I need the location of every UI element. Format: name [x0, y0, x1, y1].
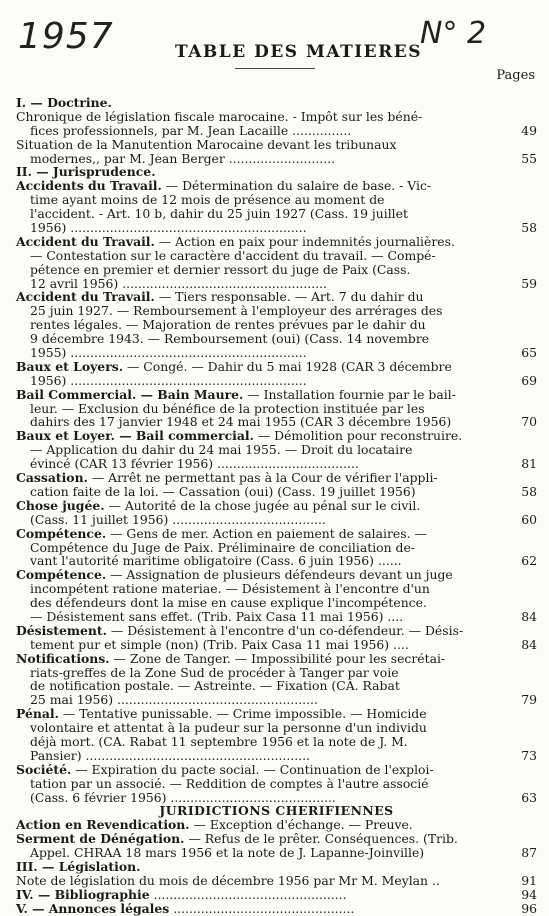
toc-heading: Compétence.	[16, 567, 107, 583]
toc-text: 1955) ............................................................	[30, 345, 307, 361]
toc-text: 12 avril 1956) ....................................................	[30, 275, 327, 291]
toc-text: cation faite de la loi. — Cassation (oui) (Cass. 19 juillet 1956)	[30, 483, 416, 499]
toc-heading: Désistement.	[16, 622, 107, 638]
toc-line	[16, 332, 537, 346]
toc-text: — Gens de mer. Action en paiement de salaires. —	[106, 525, 427, 541]
toc-text: — Assignation de plusieurs défendeurs devant un juge	[106, 567, 453, 583]
page-number: 96	[521, 900, 537, 916]
toc-line	[16, 415, 537, 429]
toc-text: — Expiration du pacte social. — Continuation de l'exploi-	[71, 761, 434, 777]
toc-text: de notification postale. — Astreinte. — Fixation (CA. Rabat	[30, 678, 400, 694]
toc-text: — Refus de le prêter. Conséquences. (Trib.	[184, 831, 458, 847]
toc-line	[16, 193, 537, 207]
toc-text: — Exception d'échange. — Preuve.	[189, 817, 413, 833]
toc-line	[16, 485, 537, 499]
toc-line	[16, 443, 537, 457]
toc-text: volontaire et attentat à la pudeur sur la personne d'un individu	[30, 720, 427, 736]
toc-text: — Désistement sans effet. (Trib. Paix Casa 11 mai 1956) ....	[30, 608, 404, 624]
toc-line	[16, 221, 537, 235]
toc-line	[16, 471, 537, 485]
toc-text: vant l'autorité maritime obligatoire (Cass. 6 juin 1956) ......	[30, 553, 402, 569]
toc-line	[16, 874, 537, 888]
toc-text: tation par un associé. — Reddition de comptes à l'autre associé	[30, 775, 429, 791]
toc-text: leur. — Exclusion du bénéfice de la protection instituée par les	[30, 400, 425, 416]
page-number: 87	[521, 845, 537, 861]
toc-line	[16, 360, 537, 374]
toc-line	[16, 846, 537, 860]
toc-text: — Désistement à l'encontre d'un co-défendeur. — Désis-	[106, 622, 464, 638]
toc-text: déjà mort. (CA. Rabat 11 septembre 1956 et la note de J. M.	[30, 733, 408, 749]
toc-heading: Société.	[16, 761, 72, 777]
page-number: 62	[521, 553, 537, 569]
toc-text: fices professionnels, par M. Jean Lacaille ...............	[30, 122, 352, 138]
toc-heading: Notifications.	[16, 650, 110, 666]
toc-text: incompétent ratione materiae. — Désistement à l'encontre d'un	[30, 581, 430, 597]
toc-line	[16, 318, 537, 332]
toc-text: — Autorité de la chose jugée au pénal sur le civil.	[104, 497, 421, 513]
toc-text: Pansier) .........................................................	[30, 747, 310, 763]
toc-line	[16, 596, 537, 610]
toc-line	[16, 735, 537, 749]
toc-text: pétence en premier et dernier ressort du juge de Paix (Cass.	[30, 261, 411, 277]
toc-text: Note de législation du mois de décembre 1956 par Mr M. Meylan ..	[16, 872, 440, 888]
toc-line	[16, 304, 537, 318]
page-number: 91	[521, 872, 537, 888]
toc-text: — Démolition pour reconstruire.	[253, 428, 463, 444]
toc-text: riats-greffes de la Zone Sud de procéder à Tanger par voie	[30, 664, 399, 680]
page-number: 94	[521, 886, 537, 902]
toc-heading: V. — Annonces légales	[16, 900, 170, 916]
toc-line	[16, 763, 537, 777]
toc-line	[16, 804, 537, 818]
toc-heading: Compétence.	[16, 525, 107, 541]
page-number: 55	[521, 150, 537, 166]
page-number: 73	[521, 747, 537, 763]
toc-heading: Baux et Loyers.	[16, 358, 124, 374]
toc-line	[16, 693, 537, 707]
toc-line	[16, 124, 537, 138]
toc-text: — Tiers responsable. — Art. 7 du dahir du	[154, 289, 424, 305]
toc-text: — Installation fournie par le bail-	[243, 386, 456, 402]
pages-column-label: Pages	[496, 68, 535, 83]
page-number: 84	[521, 636, 537, 652]
page-number: 70	[521, 414, 537, 430]
toc-text: rentes légales. — Majoration de rentes prévues par le dahir du	[30, 317, 426, 333]
toc-line	[16, 902, 537, 916]
toc-line	[16, 96, 537, 110]
toc-line	[16, 138, 537, 152]
toc-heading: II. — Jurisprudence.	[16, 164, 156, 180]
toc-text: — Application du dahir du 24 mai 1955. — Droit du locataire	[30, 442, 413, 458]
page-number: 81	[521, 456, 537, 472]
page-number: 58	[521, 483, 537, 499]
toc-line	[16, 791, 537, 805]
toc-text: — Arrêt ne permettant pas à la Cour de vérifier l'appli-	[87, 470, 438, 486]
toc-line	[16, 721, 537, 735]
toc-line	[16, 179, 537, 193]
toc-line	[16, 513, 537, 527]
toc-line	[16, 235, 537, 249]
toc-heading: Serment de Dénégation.	[16, 831, 185, 847]
title-underline	[235, 68, 315, 69]
toc-line	[16, 388, 537, 402]
toc-heading: I. — Doctrine.	[16, 95, 112, 110]
toc-text: JURIDICTIONS CHERIFIENNES	[159, 803, 394, 819]
page-number: 69	[521, 372, 537, 388]
toc-text: 1956) ............................................................	[30, 372, 307, 388]
toc-line	[16, 165, 537, 179]
toc-line	[16, 582, 537, 596]
toc-text: des défendeurs dont la mise en cause explique l'incompétence.	[30, 595, 427, 611]
toc-heading: Accident du Travail.	[16, 233, 155, 249]
toc-line	[16, 541, 537, 555]
toc-line	[16, 554, 537, 568]
toc-text: — Tentative punissable. — Crime impossible. — Homicide	[58, 706, 427, 722]
toc-line	[16, 666, 537, 680]
toc-text: 1956) ............................................................	[30, 220, 307, 236]
toc-text: tement pur et simple (non) (Trib. Paix Casa 11 mai 1956) ....	[30, 636, 409, 652]
toc-line	[16, 749, 537, 763]
toc-line	[16, 652, 537, 666]
toc-text: time ayant moins de 12 mois de présence au moment de	[30, 192, 385, 208]
toc-heading: Cassation.	[16, 470, 88, 486]
toc-line	[16, 527, 537, 541]
toc-heading: Pénal.	[16, 706, 59, 722]
toc-line	[16, 624, 537, 638]
toc-text: évincé (CAR 13 février 1956) ....................................	[30, 456, 359, 472]
toc-line	[16, 374, 537, 388]
toc-text: — Zone de Tanger. — Impossibilité pour les secrétai-	[109, 650, 446, 666]
toc-text: 9 décembre 1943. — Remboursement (oui) (Cass. 14 novembre	[30, 331, 430, 347]
toc-text: 25 juin 1927. — Remboursement à l'employeur des arrérages des	[30, 303, 443, 319]
table-of-contents	[16, 96, 537, 916]
toc-text: — Congé. — Dahir du 5 mai 1928 (CAR 3 décembre	[123, 358, 452, 374]
toc-line	[16, 249, 537, 263]
handwritten-year: 1957	[18, 16, 114, 57]
toc-line	[16, 152, 537, 166]
toc-heading: Action en Revendication.	[16, 817, 190, 833]
toc-text: 25 mai 1956) ...................................................	[30, 692, 318, 708]
toc-text: Situation de la Manutention Marocaine devant les tribunaux	[16, 136, 397, 152]
toc-text: — Détermination du salaire de base. - Vic-	[161, 178, 432, 194]
toc-line	[16, 290, 537, 304]
toc-text: (Cass. 6 février 1956) ..........................................	[30, 789, 336, 805]
toc-text: l'accident. - Art. 10 b, dahir du 25 juin 1927 (Cass. 19 juillet	[30, 206, 408, 222]
toc-text: .................................................	[149, 886, 347, 902]
page-number: 84	[521, 608, 537, 624]
toc-text: — Action en paix pour indemnités journalières.	[154, 233, 455, 249]
toc-text: dahirs des 17 janvier 1948 et 24 mai 1955 (CAR 3 décembre 1956)	[30, 414, 452, 430]
toc-line	[16, 818, 537, 832]
toc-line	[16, 568, 537, 582]
toc-line	[16, 679, 537, 693]
toc-text: Appel. CHRAA 18 mars 1956 et la note de J. Lapanne-Joinville)	[30, 845, 425, 861]
toc-line	[16, 499, 537, 513]
page-title: TABLE DES MATIERES	[175, 42, 423, 62]
toc-heading: III. — Législation.	[16, 858, 141, 874]
toc-text: Chronique de législation fiscale marocaine. - Impôt sur les béné-	[16, 108, 423, 124]
toc-line	[16, 638, 537, 652]
toc-line	[16, 860, 537, 874]
page-number: 63	[521, 789, 537, 805]
page-number: 49	[521, 122, 537, 138]
toc-text: modernes,, par M. Jean Berger ...........................	[30, 150, 336, 166]
page-number: 79	[521, 692, 537, 708]
page-number: 58	[521, 220, 537, 236]
toc-text: ..............................................	[169, 900, 355, 916]
page-number: 59	[521, 275, 537, 291]
toc-heading: Bail Commercial. — Bain Maure.	[16, 386, 244, 402]
page-number: 65	[521, 345, 537, 361]
toc-text: — Contestation sur le caractère d'accident du travail. — Compé-	[30, 247, 436, 263]
handwritten-number: N° 2	[420, 16, 487, 51]
toc-line	[16, 707, 537, 721]
toc-heading: IV. — Bibliographie	[16, 886, 150, 902]
toc-heading: Baux et Loyer. — Bail commercial.	[16, 428, 254, 444]
toc-line	[16, 263, 537, 277]
toc-line	[16, 207, 537, 221]
toc-line	[16, 457, 537, 471]
toc-heading: Chose jugée.	[16, 497, 105, 513]
toc-text: (Cass. 11 juillet 1956) .......................................	[30, 511, 326, 527]
toc-line	[16, 610, 537, 624]
page-number: 60	[521, 511, 537, 527]
toc-line	[16, 277, 537, 291]
toc-text: Compétence du Juge de Paix. Préliminaire de conciliation de-	[30, 539, 415, 555]
toc-line	[16, 429, 537, 443]
toc-line	[16, 832, 537, 846]
toc-line	[16, 110, 537, 124]
toc-heading: Accident du Travail.	[16, 289, 155, 305]
toc-heading: Accidents du Travail.	[16, 178, 162, 194]
toc-line	[16, 346, 537, 360]
toc-line	[16, 777, 537, 791]
toc-line	[16, 402, 537, 416]
